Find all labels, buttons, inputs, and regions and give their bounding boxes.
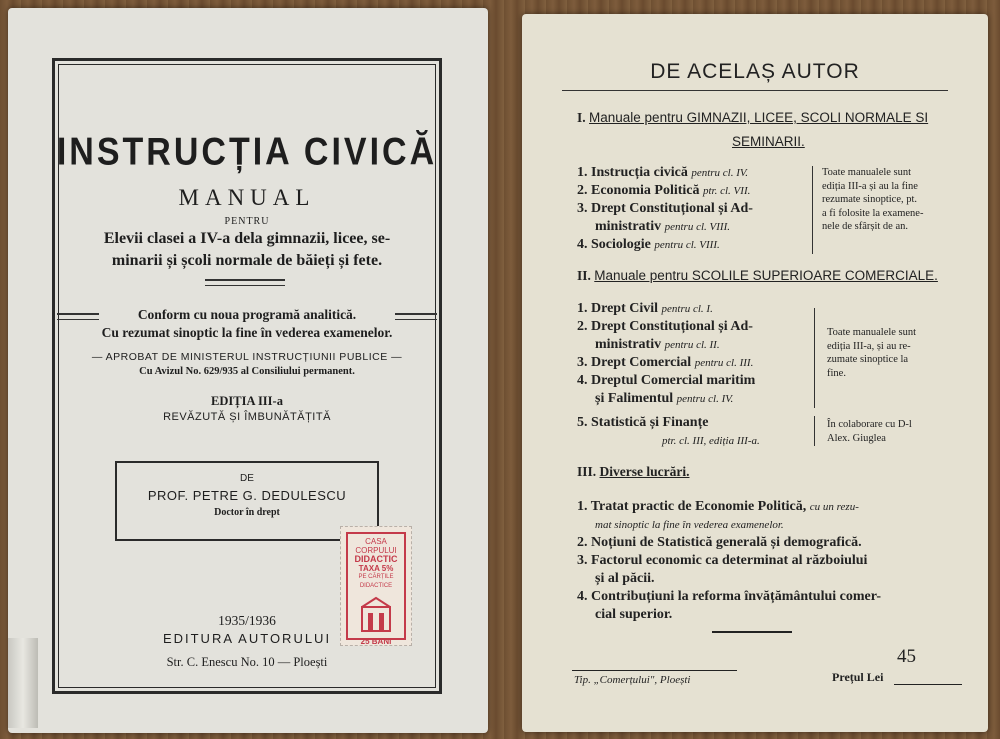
section-2-heading: Manuale pentru SCOLILE SUPERIOARE COMERCIALE. [594,268,938,283]
section-1-title-cont [732,134,805,150]
audience-line-2: minarii și școli normale de băieți și fete. [111,252,383,269]
list-item: 2. Economia Politică ptr. cl. VII. [577,183,751,198]
pentru-label: PENTRU [224,216,270,227]
tax-stamp [340,526,412,646]
publication-year: 1935/1936 [218,613,276,628]
author-degree: Doctor în drept [214,507,280,518]
back-cover [522,14,988,732]
list-item: 4. Sociologie pentru cl. VIII. [577,237,720,252]
worn-spine [8,638,38,728]
back-heading: DE ACELAȘ AUTOR [650,60,860,83]
section-2-list [577,300,827,408]
author-name: PROF. PETRE G. DEDULESCU [147,488,347,503]
audience-line-1: Elevii clasei a IV-a dela gimnazii, licee, se- [103,230,391,247]
audience-text [83,228,411,272]
section-3-heading: Diverse lucrări. [599,464,690,479]
price-value: 45 [897,646,916,667]
brace [812,166,813,254]
program-line-2: Cu rezumat sinoptic la fine în vederea examenelor. [101,325,393,340]
heading-rule [562,90,948,91]
publisher-name: EDITURA AUTORULUI [162,631,332,646]
list-item: și al păcii. [595,571,655,586]
list-item: 4. Contribuțiuni la reforma învățământului comer- [577,589,882,604]
price-rule [894,684,962,685]
revised-label: REVĂZUTĂ ȘI ÎMBUNĂTĂȚITĂ [163,411,331,423]
section-3-number: III. [577,464,597,479]
section-2-number: II. [577,268,591,283]
brace [814,308,815,408]
stamp-line-1: CASA CORPULUI [355,537,397,555]
section-3-title [577,464,689,480]
section-1-number: I. [577,110,586,125]
list-item: și Falimentul pentru cl. IV. [595,391,734,406]
approval-text: — APROBAT DE MINISTERUL INSTRUCȚIUNII PUBLICE — [91,351,403,363]
footer-rule-left [572,670,737,671]
stamp-line-2: DIDACTIC [354,554,398,564]
program-note [55,306,439,342]
book-subtitle: MANUAL [178,185,316,210]
list-item: 5. Statistică și Finanțe [577,415,709,430]
front-cover [8,8,488,733]
list-item-detail: ptr. cl. III, ediția III-a. [662,435,760,447]
section-3-list [577,498,977,624]
by-label: DE [240,473,254,484]
stamp-emblem-icon [356,595,396,635]
list-item: mat sinoptic la fine în vederea examenelor. [595,519,784,531]
publisher-address: Str. C. Enescu No. 10 — Ploești [166,655,328,669]
list-item: ministrativ pentru cl. VIII. [595,219,730,234]
approval-notice: Cu Avizul No. 629/935 al Consiliului permanent. [139,366,355,377]
list-item: 2. Noțiuni de Statistică generală și demografică. [577,535,862,550]
section-1-list [577,164,817,254]
list-item: 4. Dreptul Comercial maritim [577,373,756,388]
section-1-heading: Manuale pentru GIMNAZII, LICEE, SCOLI NORMALE SI [589,110,929,125]
ornament-divider [205,279,285,286]
section-1-title [577,110,928,126]
section-2-note: Toate manualele sunt ediția III-a, și au re- zumate sinoptice la fine. [827,327,917,379]
stamp-line-4: PE CĂRȚILE DIDACTICE [358,574,394,589]
stamp-line-3: TAXA 5% [358,564,394,573]
section-1-note: Toate manualele sunt ediția III-a și au la fine rezumate sinoptice, pt. a fi folosite la examene- nele de sfârșit de an. [822,167,924,232]
list-item: 3. Drept Constituțional și Ad- [577,201,753,216]
list-item: 1. Drept Civil pentru cl. I. [577,301,713,316]
edition-label: EDIȚIA III-a [211,394,283,408]
closing-divider [712,631,792,633]
section-2-title [577,268,938,284]
list-item: 3. Factorul economic ca determinat al războiului [577,553,868,568]
list-item: cial superior. [595,607,673,622]
stamp-value: 25 BANI [360,637,392,646]
list-item: 2. Drept Constituțional și Ad- [577,319,753,334]
program-line-1: Conform cu noua programă analitică. [137,307,357,322]
section-2-note-5: În colaborare cu D-l Alex. Giuglea [827,419,912,444]
list-item: 1. Tratat practic de Economie Politică, cu un rezu- [577,499,859,514]
list-item: ministrativ pentru cl. II. [595,337,720,352]
price-label: Prețul Lei [832,670,884,684]
list-item: 1. Instrucția civică pentru cl. IV. [577,165,748,180]
printer-credit: Tip. „Comerțului", Ploești [574,674,691,686]
section-1-heading-2: SEMINARII. [732,134,805,149]
brace [814,416,815,446]
book-title: INSTRUCȚIA CIVICĂ [56,130,438,174]
list-item: 3. Drept Comercial pentru cl. III. [577,355,754,370]
